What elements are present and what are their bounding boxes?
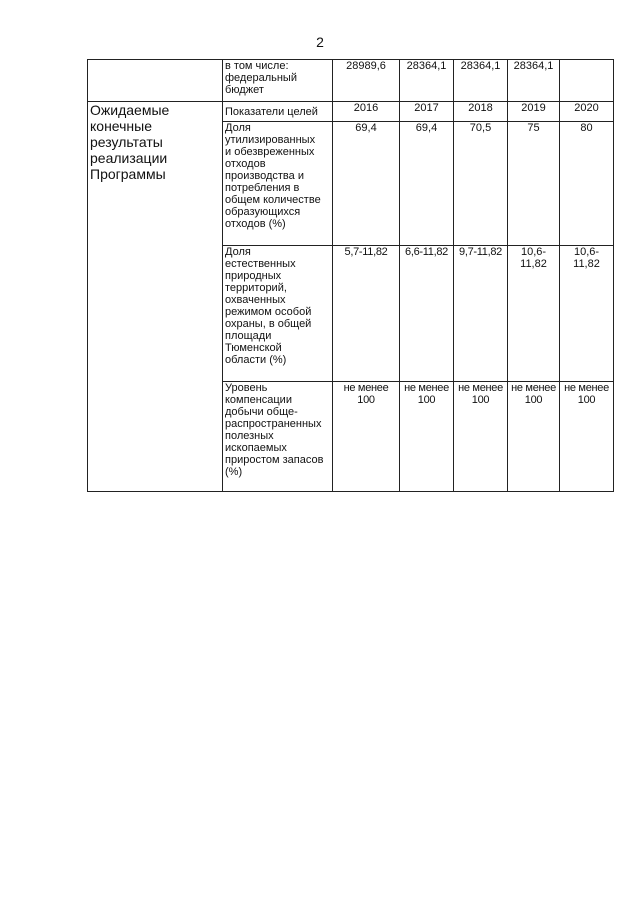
empty-section-cell	[88, 60, 223, 102]
year-header-2016: 2016	[333, 102, 400, 122]
value-line: 5,7-11,82	[344, 246, 388, 258]
year-header-2019: 2019	[508, 102, 560, 122]
indicator-label-line: Тюменской	[225, 342, 282, 354]
value-line: 75	[527, 122, 540, 134]
indicator-value	[508, 122, 560, 246]
indicator-label-line: отходов (%)	[225, 218, 286, 230]
indicator-label-line: распространенных	[225, 418, 322, 430]
indicator-label-line: полезных	[225, 430, 274, 442]
indicator-label-line: природных	[225, 270, 282, 282]
indicator-label-line: режимом особой	[225, 306, 312, 318]
indicator-value	[560, 122, 614, 246]
indicator-label-line: естественных	[225, 258, 296, 270]
value-line: 69,4	[355, 122, 377, 134]
indicator-label	[223, 246, 333, 382]
budget-label-line: в том числе:	[225, 60, 289, 72]
indicator-value	[508, 382, 560, 492]
page-number: 2	[316, 34, 324, 50]
budget-value-2018: 28364,1	[454, 60, 508, 102]
value-line: 80	[580, 122, 593, 134]
indicator-value	[560, 382, 614, 492]
year-header-2020: 2020	[560, 102, 614, 122]
indicator-label-line: охраны, в общей	[225, 318, 312, 330]
budget-value-2017: 28364,1	[400, 60, 454, 102]
value-line: 10,6-	[520, 246, 547, 258]
indicator-value	[400, 246, 454, 382]
value-line: 70,5	[469, 122, 492, 134]
budget-value-2016: 28989,6	[333, 60, 400, 102]
indicator-label-line: утилизированных	[225, 134, 316, 146]
indicator-value	[333, 246, 400, 382]
value-line: 9,7-11,82	[459, 246, 502, 258]
year-header-2018: 2018	[454, 102, 508, 122]
indicator-label-line: отходов	[225, 158, 266, 170]
program-results-table	[87, 59, 614, 492]
goals-header: Показатели целей	[223, 102, 333, 122]
value-line: 11,82	[520, 258, 547, 270]
value-line: не менее	[564, 382, 609, 394]
budget-label-line: бюджет	[225, 84, 264, 96]
value-line: 100	[577, 394, 596, 406]
section-label-line: Ожидаемые	[90, 102, 170, 118]
indicator-label-line: компенсации	[225, 394, 292, 406]
indicator-value	[560, 246, 614, 382]
section-label-line: реализации	[90, 150, 168, 166]
indicator-label-line: образующихся	[225, 206, 301, 218]
budget-value-2019: 28364,1	[508, 60, 560, 102]
indicator-value	[454, 246, 508, 382]
value-line: не менее	[404, 382, 449, 394]
value-line: 100	[471, 394, 490, 406]
section-label-line: результаты	[90, 134, 163, 150]
value-line: 6,6-11,82	[405, 246, 448, 258]
indicator-label-line: охваченных	[225, 294, 286, 306]
indicator-label-line: общем количестве	[225, 194, 321, 206]
budget-label	[223, 60, 333, 102]
indicator-label-line: площади	[225, 330, 272, 342]
section-label-line: конечные	[90, 118, 152, 134]
value-line: не менее	[511, 382, 556, 394]
indicator-value	[454, 382, 508, 492]
value-line: 100	[357, 394, 375, 406]
section-label	[88, 102, 223, 492]
budget-label-line: федеральный	[225, 72, 297, 84]
indicator-label-line: ископаемых	[225, 442, 287, 454]
budget-row	[88, 60, 614, 102]
value-line: 11,82	[573, 258, 600, 270]
indicator-value	[454, 122, 508, 246]
indicator-label-line: территорий,	[225, 282, 287, 294]
budget-value-2020	[560, 60, 614, 102]
section-label-line: Программы	[90, 166, 166, 182]
value-line: не менее	[458, 382, 503, 394]
indicator-label-line: и обезвреженных	[225, 146, 315, 158]
indicator-value	[400, 122, 454, 246]
indicator-value	[333, 122, 400, 246]
indicator-label-line: приростом запасов	[225, 454, 324, 466]
indicator-label	[223, 382, 333, 492]
indicator-label-line: Доля	[225, 246, 251, 258]
indicator-label-line: Доля	[225, 122, 251, 134]
indicator-label-line: производства и	[225, 170, 304, 182]
indicator-label-line: потребления в	[225, 182, 300, 194]
value-line: 100	[524, 394, 543, 406]
header-row	[88, 102, 614, 122]
indicator-value	[508, 246, 560, 382]
indicator-value	[333, 382, 400, 492]
indicator-label-line: (%)	[225, 466, 243, 478]
value-line: 69,4	[415, 122, 438, 134]
value-line: 10,6-	[573, 246, 600, 258]
indicator-value	[400, 382, 454, 492]
value-line: 100	[417, 394, 436, 406]
indicator-label-line: Уровень	[225, 382, 268, 394]
value-line: не менее	[343, 382, 389, 394]
year-header-2017: 2017	[400, 102, 454, 122]
indicator-label-line: области (%)	[225, 354, 287, 366]
indicator-label-line: добычи обще-	[225, 406, 298, 418]
indicator-label	[223, 122, 333, 246]
